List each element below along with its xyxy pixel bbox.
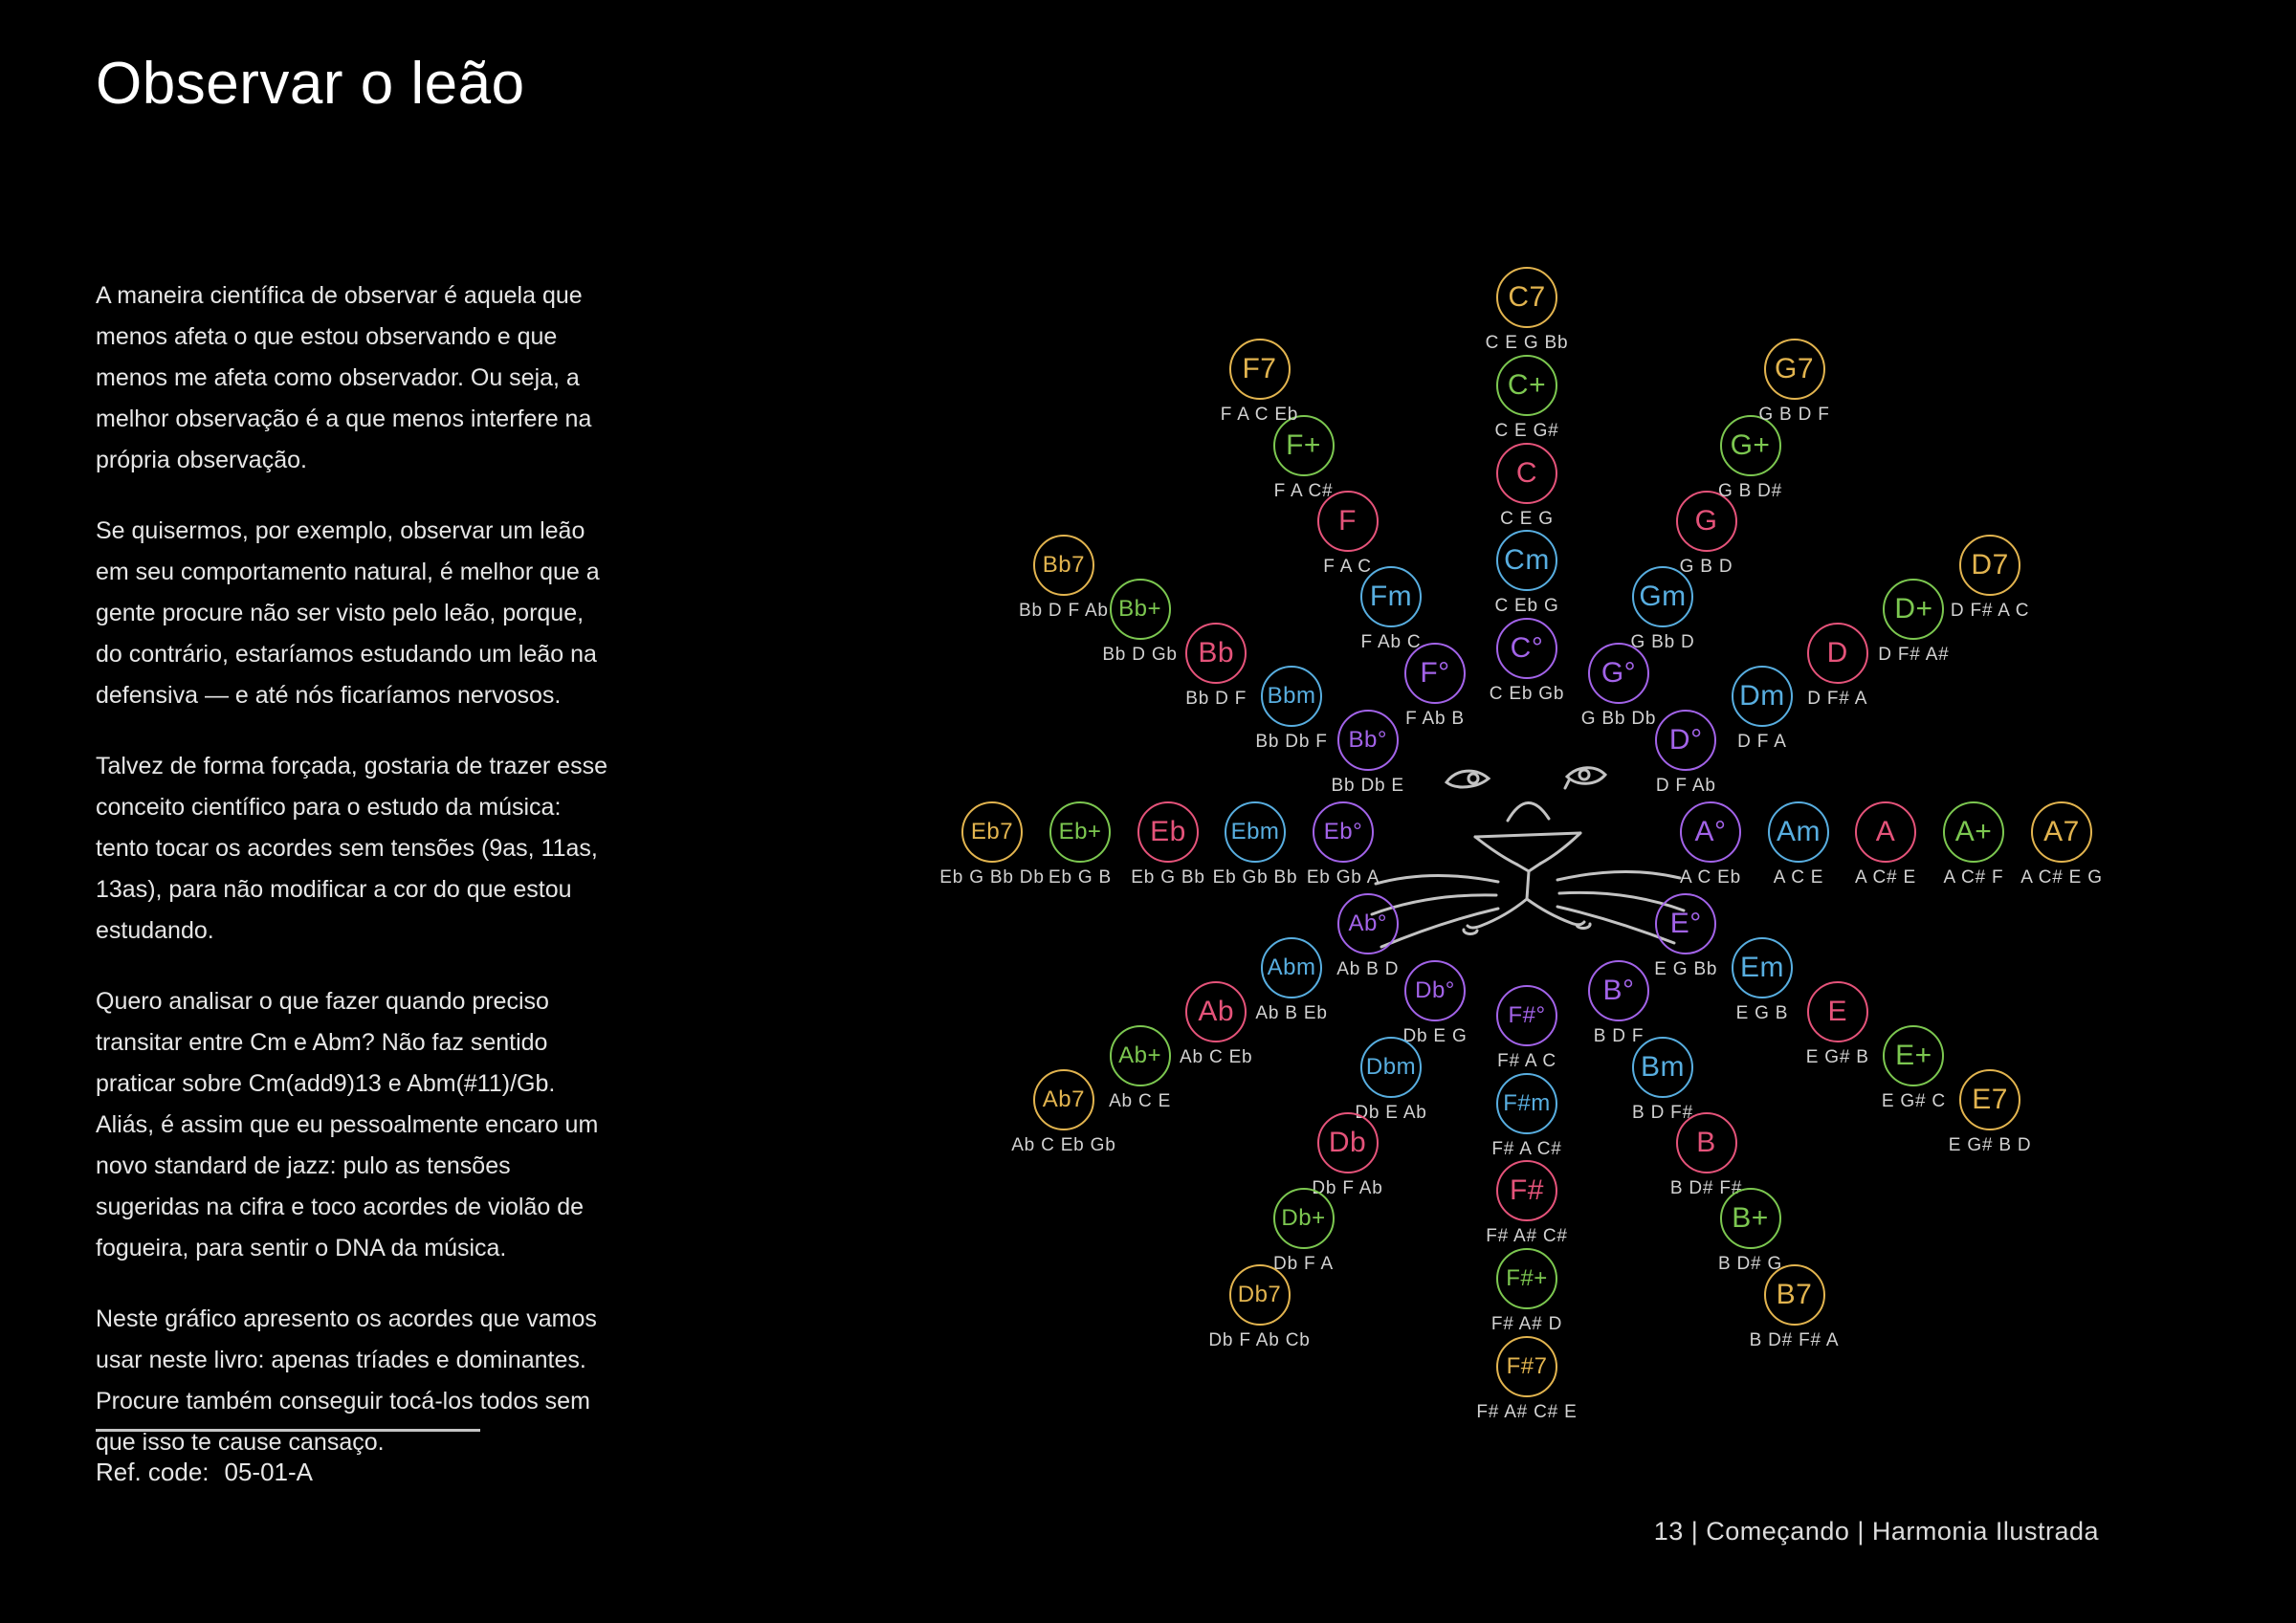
chord-notes-D7: D F# A C — [1950, 600, 2030, 621]
chord-label: A° — [1694, 816, 1727, 847]
lion-left-pupil — [1468, 774, 1478, 783]
chord-label: Db7 — [1237, 1282, 1282, 1308]
chord-label: Ab+ — [1118, 1042, 1161, 1068]
chord-notes-A+: A C# F — [1943, 867, 2004, 888]
chord-notes-E7: E G# B D — [1948, 1134, 2032, 1155]
chord-circle-Abm — [1261, 937, 1322, 998]
chord-label: Em — [1739, 952, 1784, 983]
chord-circle-Bm — [1632, 1037, 1693, 1098]
chord-label: G+ — [1730, 428, 1771, 461]
chord-circle-C7 — [1496, 267, 1557, 328]
chord-label: Bb+ — [1118, 595, 1161, 622]
chord-circle-Em — [1732, 937, 1793, 998]
chord-circle-B — [1676, 1112, 1737, 1173]
chord-circle-F# — [1496, 1160, 1557, 1221]
chord-notes-Eb+: Eb G B — [1048, 867, 1113, 888]
chord-notes-F°: F Ab B — [1405, 708, 1465, 729]
lion-whisker-l3 — [1381, 909, 1498, 947]
paragraph-2: Se quisermos, por exemplo, observar um leão em seu comportamento natural, é melhor que a gente procure não ser visto pelo leão, porque, do contrário, estaríamos estudando um leão na defensiva — e até nós ficaríamos nervosos. — [96, 517, 600, 709]
chord-notes-Am: A C E — [1773, 867, 1824, 888]
chord-notes-Dbm: Db E Ab — [1355, 1102, 1427, 1123]
chord-notes-F: F A C — [1323, 557, 1372, 578]
chord-label: F#m — [1503, 1090, 1551, 1116]
chord-label: Ebm — [1230, 819, 1280, 844]
paragraph-5: Neste gráfico apresento os acordes que vamos usar neste livro: apenas tríades e dominantes. Procure também conseguir tocá-los todos sem que isso te cause cansaço. — [96, 1305, 597, 1456]
chord-notes-G°: G Bb Db — [1580, 708, 1657, 729]
lion-philtrum — [1527, 871, 1529, 899]
chord-circle-F7 — [1229, 339, 1291, 400]
chord-notes-Ab°: Ab B D — [1336, 959, 1400, 979]
chord-label: Gm — [1639, 581, 1687, 613]
chord-circle-Ab° — [1337, 893, 1399, 954]
chord-notes-Bbm: Bb Db F — [1255, 732, 1328, 752]
chord-notes-F+: F A C# — [1273, 480, 1334, 501]
chord-notes-Bb+: Bb D Gb — [1102, 644, 1178, 665]
chord-label: D+ — [1894, 592, 1933, 625]
chord-circle-Eb7 — [961, 801, 1023, 863]
chord-notes-Ab: Ab C Eb — [1180, 1046, 1253, 1067]
chord-label: B — [1696, 1126, 1716, 1158]
page-title: Observar o leão — [96, 51, 525, 117]
chord-label: B+ — [1732, 1202, 1769, 1235]
paragraph-3: Talvez de forma forçada, gostaria de trazer esse conceito científico para o estudo da música: tento tocar os acordes sem tensões (9as, 11as, 13as), para não modificar a cor do que estou estudando. — [96, 753, 607, 944]
paragraph-4: Quero analisar o que fazer quando preciso transitar entre Cm e Abm? Não faz sentido praticar sobre Cm(add9)13 e Abm(#11)/Gb. Aliás, é assim que eu pessoalmente encaro um novo standard de jazz: pulo as tensões sugeridas na cifra e toco acordes de violão de fogueira, para sentir o DNA da música. — [96, 988, 599, 1261]
chord-notes-Gm: G Bb D — [1630, 632, 1695, 653]
chord-label: A — [1875, 816, 1896, 847]
chord-label: Bm — [1641, 1050, 1685, 1083]
chord-notes-D+: D F# A# — [1878, 644, 1950, 665]
chord-circle-Db+ — [1273, 1188, 1335, 1249]
chord-notes-Db7: Db F Ab Cb — [1208, 1330, 1311, 1351]
chord-label: B7 — [1776, 1279, 1813, 1311]
lion-face-illustration — [1355, 729, 1699, 958]
chord-label: C — [1515, 457, 1538, 489]
chord-label: F7 — [1242, 352, 1277, 384]
chord-label: F# — [1509, 1174, 1544, 1206]
chord-circle-Am — [1768, 801, 1829, 863]
chord-notes-B+: B D# G — [1717, 1254, 1783, 1275]
chord-label: F+ — [1286, 428, 1321, 461]
chord-notes-C+: C E G# — [1494, 421, 1559, 441]
chord-circle-Db7 — [1229, 1264, 1291, 1326]
chord-notes-C°: C Eb Gb — [1489, 684, 1565, 704]
chord-notes-A°: A C Eb — [1680, 867, 1741, 888]
chord-circle-Ab+ — [1110, 1025, 1171, 1086]
chord-notes-Eb°: Eb Gb A — [1306, 867, 1380, 888]
chord-label: Db — [1328, 1126, 1367, 1158]
chord-circle-Eb° — [1313, 801, 1374, 863]
chord-notes-Cm: C Eb G — [1494, 596, 1559, 616]
chord-label: Cm — [1504, 544, 1550, 576]
chord-notes-A: A C# E — [1855, 867, 1916, 888]
chord-notes-Eb7: Eb G Bb Db — [939, 867, 1045, 888]
lion-nose-right — [1540, 833, 1580, 864]
chord-notes-Ab+: Ab C E — [1109, 1090, 1172, 1111]
chord-notes-Abm: Ab B Eb — [1255, 1003, 1328, 1023]
chord-circle-Eb — [1137, 801, 1199, 863]
chord-label: F — [1338, 505, 1357, 537]
chord-circle-Ab7 — [1033, 1069, 1094, 1130]
chord-label: Eb — [1150, 816, 1186, 847]
chord-label: Ab — [1198, 995, 1235, 1027]
chord-notes-B°: B D F — [1593, 1026, 1645, 1047]
chord-notes-Bb7: Bb D F Ab — [1018, 600, 1109, 621]
chord-circle-Db — [1317, 1112, 1379, 1173]
chord-label: G° — [1601, 656, 1637, 689]
paragraph-1: A maneira científica de observar é aquela que menos afeta o que estou observando e que menos me afeta como observador. Ou seja, a melhor observação é a que menos interfere na própria observação. — [96, 282, 592, 473]
chord-circle-F#7 — [1496, 1336, 1557, 1397]
lion-right-tearline — [1565, 780, 1569, 788]
chord-label: D — [1826, 636, 1848, 669]
chord-circle-C — [1496, 443, 1557, 504]
chord-label: Db+ — [1281, 1205, 1326, 1232]
chord-notes-G7: G B D F — [1758, 404, 1830, 425]
chord-notes-Fm: F Ab C — [1360, 632, 1422, 653]
chord-label: Db° — [1415, 977, 1455, 1004]
lion-right-pupil — [1579, 770, 1589, 779]
lion-nose-bridge — [1508, 802, 1549, 821]
ref-code-value: 05-01-A — [224, 1458, 314, 1486]
lion-nose-left — [1475, 837, 1517, 865]
chord-label: Bb° — [1348, 727, 1387, 753]
chord-circle-F#m — [1496, 1073, 1557, 1134]
chord-notes-G: G B D — [1679, 557, 1733, 578]
chord-notes-F#7: F# A# C# E — [1476, 1402, 1578, 1422]
chord-label: F#7 — [1506, 1353, 1548, 1379]
chord-notes-G+: G B D# — [1717, 480, 1783, 501]
chord-label: Eb7 — [970, 819, 1014, 844]
chord-label: C7 — [1508, 281, 1546, 313]
chord-notes-B: B D# F# — [1669, 1177, 1743, 1198]
chord-notes-F7: F A C Eb — [1220, 404, 1299, 425]
chord-label: G — [1694, 505, 1718, 537]
chord-label: F° — [1420, 656, 1450, 689]
chord-label: Ab7 — [1042, 1086, 1085, 1112]
chord-notes-Db+: Db F A — [1273, 1254, 1334, 1275]
chord-circle-E7 — [1959, 1069, 2020, 1130]
chord-notes-Bb: Bb D F — [1185, 688, 1247, 709]
lion-mouth-left-end — [1464, 930, 1477, 934]
chord-label: Am — [1777, 816, 1821, 847]
chord-notes-Bb°: Bb Db E — [1331, 776, 1404, 796]
chord-circle-B° — [1588, 960, 1649, 1021]
chord-notes-E°: E G Bb — [1654, 959, 1718, 979]
chord-label: Fm — [1369, 581, 1413, 613]
chord-circle-Ebm — [1225, 801, 1286, 863]
chord-notes-A7: A C# E G — [2020, 867, 2103, 888]
chord-label: F#+ — [1506, 1265, 1548, 1291]
chord-label: Eb° — [1323, 819, 1363, 844]
chord-label: Bb — [1198, 636, 1235, 669]
chord-notes-F#+: F# A# D — [1490, 1314, 1563, 1334]
chord-notes-Em: E G B — [1735, 1003, 1789, 1023]
chord-circle-A — [1855, 801, 1916, 863]
chord-label: C+ — [1507, 369, 1547, 401]
chord-notes-C7: C E G Bb — [1485, 333, 1569, 353]
chord-notes-Eb: Eb G Bb — [1131, 867, 1205, 888]
chord-circle-A7 — [2031, 801, 2092, 863]
chord-notes-Db: Db F Ab — [1312, 1177, 1383, 1198]
chord-circle-Dbm — [1360, 1037, 1422, 1098]
chord-label: C° — [1510, 632, 1544, 664]
chord-label: E+ — [1895, 1039, 1932, 1071]
chord-circle-B7 — [1764, 1264, 1825, 1326]
ref-code-label: Ref. code: — [96, 1458, 210, 1486]
chord-notes-F#°: F# A C — [1497, 1051, 1556, 1071]
chord-notes-D: D F# A — [1807, 688, 1868, 709]
chord-notes-E: E G# B — [1805, 1046, 1869, 1067]
chord-circle-E — [1807, 981, 1868, 1042]
chord-circle-Eb+ — [1049, 801, 1111, 863]
page-footer: 13 | Começando | Harmonia Ilustrada — [1653, 1517, 2099, 1546]
chord-label: D° — [1668, 724, 1703, 756]
chord-circle-G7 — [1764, 339, 1825, 400]
chord-notes-D°: D F Ab — [1655, 776, 1716, 796]
chord-label: Dbm — [1365, 1053, 1417, 1080]
chord-label: A7 — [2043, 816, 2080, 847]
chord-notes-Db°: Db E G — [1402, 1026, 1468, 1047]
chord-label: Dm — [1739, 680, 1785, 712]
chord-label: F#° — [1508, 1002, 1546, 1028]
chord-notes-Dm: D F A — [1737, 732, 1787, 752]
chord-label: G7 — [1774, 352, 1815, 384]
chord-circle-D7 — [1959, 535, 2020, 596]
chord-label: E — [1827, 995, 1847, 1027]
chord-circle-Cm — [1496, 530, 1557, 591]
chord-circle-C° — [1496, 618, 1557, 679]
chord-notes-F#: F# A# C# — [1486, 1226, 1568, 1246]
chord-label: B° — [1602, 975, 1635, 1007]
chord-notes-B7: B D# F# A — [1749, 1330, 1840, 1351]
lion-nose-top — [1475, 833, 1580, 837]
chord-circle-A° — [1680, 801, 1741, 863]
chord-circle-F#+ — [1496, 1248, 1557, 1309]
chord-circle-E+ — [1883, 1025, 1944, 1086]
chord-circle-Ab — [1185, 981, 1247, 1042]
chord-label: D7 — [1971, 548, 2009, 581]
chord-circle-E° — [1655, 893, 1716, 954]
chord-notes-E+: E G# C — [1881, 1090, 1946, 1111]
chord-label: Eb+ — [1058, 819, 1102, 844]
chord-label: E7 — [1972, 1083, 2008, 1115]
chord-label: Ab° — [1348, 910, 1387, 936]
chord-label: A+ — [1954, 816, 1993, 847]
chord-circle-C+ — [1496, 355, 1557, 416]
chord-label: Abm — [1267, 954, 1316, 980]
chord-notes-Ebm: Eb Gb Bb — [1212, 867, 1298, 888]
chord-notes-C: C E G — [1500, 509, 1554, 529]
chord-notes-Bm: B D F# — [1632, 1102, 1693, 1123]
chord-circle-A+ — [1943, 801, 2004, 863]
chord-label: E° — [1669, 908, 1702, 939]
chord-notes-Ab7: Ab C Eb Gb — [1011, 1134, 1116, 1155]
chord-label: Bb7 — [1042, 551, 1085, 578]
chord-circle-Bb7 — [1033, 535, 1094, 596]
chord-circle-B+ — [1720, 1188, 1781, 1249]
chord-notes-F#m: F# A C# — [1491, 1139, 1562, 1159]
chord-label: Bbm — [1267, 683, 1316, 709]
